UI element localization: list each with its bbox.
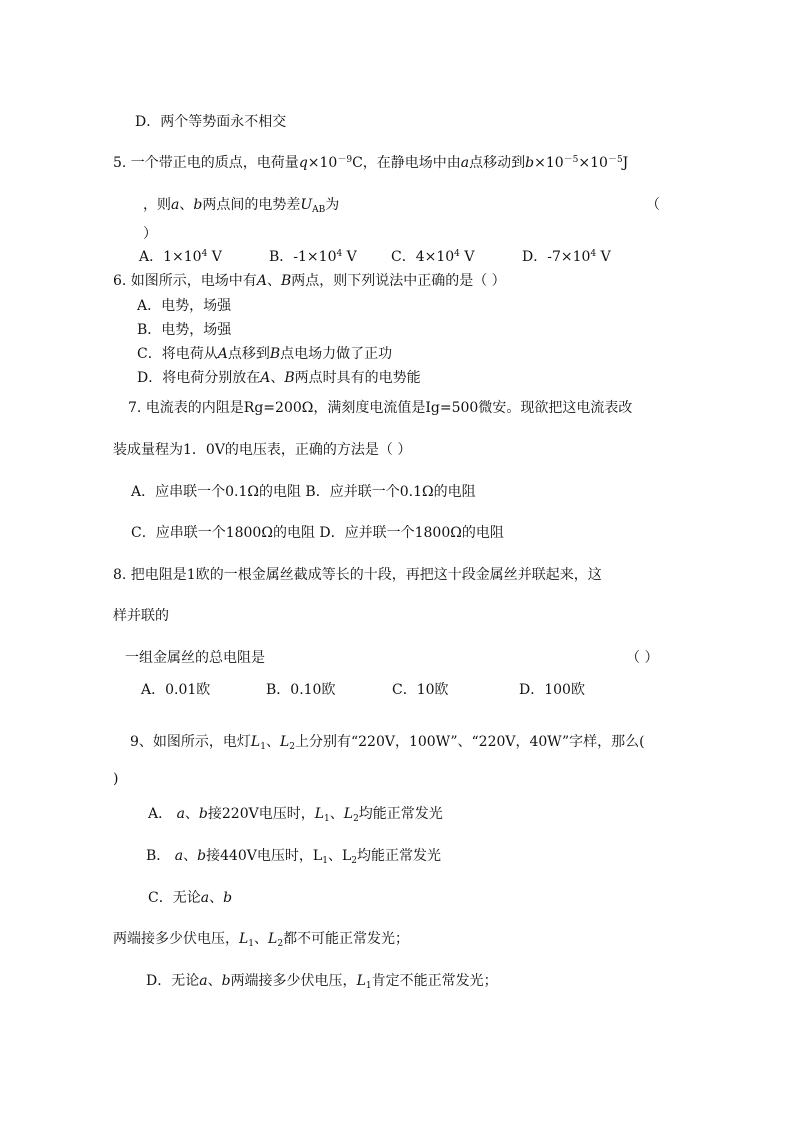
q9-option-c-var-b: b: [223, 890, 233, 906]
q5-stem-mid: C，在静电场中由: [352, 155, 461, 171]
q5-option-d-unit: V: [596, 249, 611, 265]
q5-option-d: [522, 248, 611, 266]
q5-option-b-unit: V: [342, 249, 357, 265]
q9-stem: [130, 733, 645, 751]
q9-option-d-var-a: a: [199, 973, 208, 989]
q5-var-a: a: [460, 155, 470, 171]
q9-option-c-sep: 、: [209, 890, 224, 906]
q5-paren-close: ）: [143, 226, 157, 242]
q5-option-d-label: D．: [522, 249, 548, 265]
q8-option-d: D．100欧: [519, 682, 585, 698]
q8-paren: （ ）: [626, 650, 659, 666]
q9-option-b: [146, 847, 441, 865]
q6-option-c-mid: 点移到: [227, 346, 270, 362]
q6-stem: [113, 272, 506, 290]
q9-option-d-end: 肯定不能正常发光；: [371, 973, 498, 989]
q6-option-c-var-a: A: [217, 346, 228, 362]
q9-option-c-l2-sub: 2: [277, 939, 284, 949]
q6-var-b: B: [280, 273, 292, 289]
q9-option-d-var-b: b: [221, 973, 231, 989]
q4-option-d: D．两个等势面永不相交: [135, 114, 287, 130]
q5-line2-prefix: ，则: [143, 197, 171, 213]
q5-line2-var-b: b: [193, 197, 203, 213]
q9-var-l1: L: [250, 734, 261, 750]
q6-option-c-prefix: C．将电荷从: [137, 346, 218, 362]
q6-option-d-sep: 、: [270, 370, 285, 386]
q9-option-a-l2: L: [343, 806, 354, 822]
q9-option-a-mid: 接220V电压时，: [207, 806, 315, 822]
q6-option-c-end: 点电场力做了正功: [280, 346, 393, 362]
q9-option-b-l1-sub: 1: [322, 856, 328, 866]
q9-option-c-line2-end: 都不可能正常发光；: [283, 931, 410, 947]
q9-option-b-prefix: B．: [146, 848, 175, 864]
q5-option-c-unit: V: [459, 249, 475, 265]
q6-stem-end: 两点，则下列说法中正确的是（ ）: [291, 273, 506, 289]
q9-option-d-sep: 、: [207, 973, 222, 989]
q5-option-c-exp: 4: [454, 249, 460, 259]
q6-var-a: A: [256, 273, 267, 289]
q5-var-u: U: [300, 197, 313, 213]
q6-option-c: [137, 345, 392, 363]
q6-option-d-end: 两点时具有的电势能: [294, 370, 421, 386]
q9-option-c-var-a: a: [200, 890, 210, 906]
q9-l2-subscript: 2: [289, 742, 295, 752]
q8-option-c: C．10欧: [392, 682, 449, 698]
q5-u-subscript: AB: [312, 205, 326, 215]
q9-option-b-end: 均能正常发光: [356, 848, 441, 864]
q5-stem: [113, 154, 628, 172]
q5-line2-mid: 两点间的电势差: [202, 197, 301, 213]
q9-l1-subscript: 1: [260, 742, 266, 752]
q5-option-d-text: -7×10: [547, 249, 591, 265]
q9-option-b-sep: 、: [183, 848, 198, 864]
q6-option-c-var-b: B: [269, 346, 281, 362]
q9-option-c-prefix: C．无论: [148, 890, 201, 906]
q5-paren-open: （: [646, 197, 660, 213]
q7-stem-line1: 7. 电流表的内阻是Rg=200Ω，满刻度电流值是Ig=500微安。现欲把这电流表改: [128, 400, 633, 416]
q5-option-a: [139, 248, 222, 266]
q9-option-c-l-sep: 、: [254, 931, 269, 947]
q5-stem-end: J: [622, 155, 629, 171]
q5-line2-var-a: a: [171, 197, 180, 213]
q5-option-b-exp: 4: [336, 249, 343, 259]
q9-option-c: [148, 889, 232, 907]
q9-option-a-end: 均能正常发光: [358, 806, 443, 822]
q5-option-b: [269, 248, 357, 266]
q9-option-b-mid: 接440V电压时，L: [206, 848, 323, 864]
q7-options-ab: A．应串联一个0.1Ω的电阻 B．应并联一个0.1Ω的电阻: [131, 484, 476, 500]
q8-stem-line1: 8. 把电阻是1欧的一根金属丝截成等长的十段，再把这十段金属丝并联起来，这: [113, 567, 602, 583]
q6-option-d: [137, 369, 421, 387]
q9-stem-end: 上分别有“220V，100W”、“220V，40W”字样，那么(: [294, 734, 645, 750]
q9-option-d-mid: 两端接多少伏电压，: [230, 973, 357, 989]
q9-option-b-l-sep: 、L: [327, 848, 352, 864]
q7-options-cd: C．应串联一个1800Ω的电阻 D．应并联一个1800Ω的电阻: [131, 525, 504, 541]
q9-option-a-var-a: a: [176, 806, 185, 822]
q5-option-c-text: 4×10: [415, 249, 455, 265]
q9-option-b-var-a: a: [174, 848, 184, 864]
q9-option-a-prefix: A．: [148, 806, 177, 822]
q9-stem-prefix: 9、如图所示，电灯: [130, 734, 251, 750]
q9-close-paren: ): [113, 771, 119, 787]
q9-option-d-prefix: D．无论: [146, 973, 200, 989]
q5-q-mantissa: ×10: [307, 155, 338, 171]
q5-option-a-unit: V: [207, 249, 222, 265]
q6-option-d-var-a: A: [260, 370, 271, 386]
q9-option-a: [148, 805, 443, 823]
q9-option-c-line2-prefix: 两端接多少伏电压，: [113, 931, 239, 947]
q5-stem-mid2: 点移动到: [469, 155, 526, 171]
q9-option-c-l2: L: [268, 931, 278, 947]
q9-option-a-l1-sub: 1: [324, 814, 330, 824]
q9-option-a-l-sep: 、: [329, 806, 344, 822]
q9-option-d-l1-sub: 1: [365, 981, 372, 991]
q6-stem-prefix: 6. 如图所示，电场中有: [113, 273, 257, 289]
q6-option-b: B．电势，场强: [137, 322, 232, 338]
q8-stem-line2: 样并联的: [113, 608, 169, 624]
q5-stem-line2: [143, 196, 339, 214]
q9-option-d: [146, 972, 498, 990]
q8-option-b: B．0.10欧: [266, 682, 336, 698]
q9-option-a-var-b: b: [198, 806, 208, 822]
q5-b-exponent2: －5: [607, 155, 623, 165]
q5-option-c-label: C．: [391, 249, 416, 265]
q9-option-b-l2-sub: 2: [351, 856, 357, 866]
q7-stem-line2: 装成量程为1．0V的电压表，正确的方法是（ ）: [113, 442, 412, 458]
q5-b-mantissa2: ×10: [578, 155, 608, 171]
q6-sep: 、: [266, 273, 281, 289]
q5-stem-prefix: 5. 一个带正电的质点，电荷量: [113, 155, 299, 171]
q5-option-b-label: B．: [269, 249, 294, 265]
q5-b-exponent1: －5: [563, 155, 579, 165]
q8-option-a: A．0.01欧: [141, 682, 211, 698]
q5-option-a-exp: 4: [201, 249, 208, 259]
q5-var-q: q: [298, 155, 308, 171]
q9-option-c-l1: L: [239, 931, 249, 947]
q9-option-c-l1-sub: 1: [248, 939, 255, 949]
q9-option-b-var-b: b: [197, 848, 207, 864]
q9-option-d-l1: L: [356, 973, 366, 989]
q5-b-mantissa1: ×10: [534, 155, 564, 171]
q5-line2-sep: 、: [179, 197, 194, 213]
q9-sep: 、: [265, 734, 280, 750]
q5-option-a-text: 1×10: [163, 249, 202, 265]
q6-option-a: A．电势，场强: [137, 298, 232, 314]
q6-option-d-prefix: D．将电荷分别放在: [137, 370, 261, 386]
q9-option-a-l2-sub: 2: [353, 814, 359, 824]
q9-option-a-sep: 、: [184, 806, 199, 822]
q8-stem-line3: 一组金属丝的总电阻是: [125, 650, 265, 666]
q9-option-c-line2: [113, 930, 409, 948]
q5-option-b-text: -1×10: [293, 249, 337, 265]
q9-var-l2: L: [279, 734, 290, 750]
q5-option-a-label: A．: [139, 249, 164, 265]
q5-line2-end: 为: [325, 197, 340, 213]
q5-q-exponent: －9: [337, 155, 353, 165]
q6-option-d-var-b: B: [284, 370, 295, 386]
q5-option-c: [391, 248, 474, 266]
q9-option-a-l1: L: [314, 806, 325, 822]
q5-option-d-exp: 4: [590, 249, 597, 259]
q5-var-b: b: [525, 155, 535, 171]
